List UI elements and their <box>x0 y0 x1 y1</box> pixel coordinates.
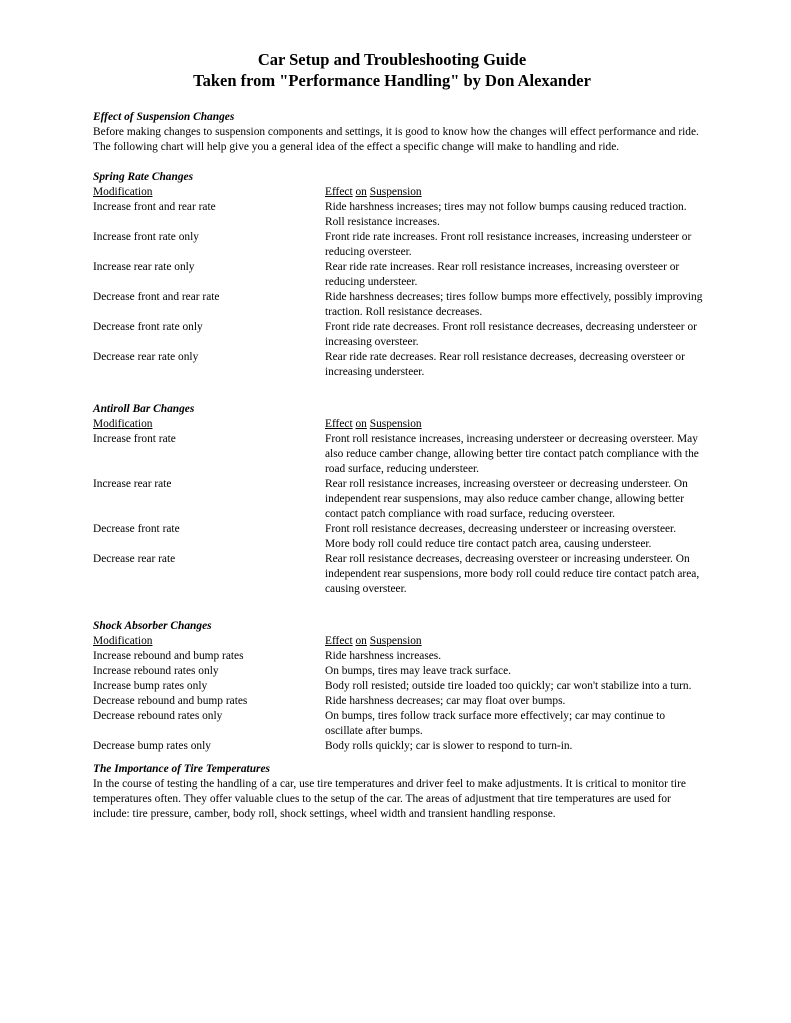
effect-column-label-3: Suspension <box>369 635 422 647</box>
shock-table-header <box>93 634 703 649</box>
modification-cell: Increase front rate only <box>93 231 199 243</box>
tires-section-heading: The Importance of Tire Temperatures <box>93 763 270 775</box>
modification-cell: Decrease rebound and bump rates <box>93 695 248 707</box>
table-row <box>93 649 703 664</box>
effect-cell: Ride harshness increases. <box>325 650 442 662</box>
antiroll-section-heading: Antiroll Bar Changes <box>93 403 195 415</box>
effect-cell: On bumps, tires follow track surface more effectively; car may continue to oscillate after bumps. <box>325 710 666 737</box>
table-row <box>93 477 703 522</box>
modification-column-label: Modification <box>93 418 153 430</box>
modification-cell: Decrease bump rates only <box>93 740 211 752</box>
table-row <box>93 709 703 739</box>
modification-cell: Decrease front and rear rate <box>93 291 220 303</box>
modification-cell: Increase rear rate only <box>93 261 195 273</box>
effect-column-label-1: Effect <box>325 418 353 430</box>
table-row <box>93 522 703 552</box>
effect-cell: Ride harshness decreases; car may float over bumps. <box>325 695 566 707</box>
effect-cell: Rear ride rate decreases. Rear roll resistance decreases, decreasing oversteer or increasing understeer. <box>325 351 685 378</box>
tires-section-body: In the course of testing the handling of a car, use tire temperatures and driver feel to make adjustments. It is critical to monitor tire temperatures often. They offer valuable clues to the setup of the car. The areas of adjustment that tire temperatures are used for include: tire pressure, camber, body roll, shock settings, wheel width and transient handling response. <box>93 778 686 820</box>
title-line-2: Taken from "Performance Handling" by Don Alexander <box>193 71 591 90</box>
document-page <box>93 49 703 822</box>
modification-cell: Increase front rate <box>93 433 176 445</box>
antiroll-table-header <box>93 417 703 432</box>
modification-cell: Increase bump rates only <box>93 680 208 692</box>
modification-column-label: Modification <box>93 186 153 198</box>
table-row <box>93 679 703 694</box>
effect-cell: Rear roll resistance increases, increasing oversteer or decreasing understeer. On independent rear suspensions, may also reduce camber change, allowing better contact patch compliance with road surface, reducing oversteer. <box>325 478 688 520</box>
title-line-1: Car Setup and Troubleshooting Guide <box>257 50 527 69</box>
effect-cell: Body roll resisted; outside tire loaded too quickly; car won't stabilize into a turn. <box>325 680 692 692</box>
table-row <box>93 260 703 290</box>
modification-column-label: Modification <box>93 635 153 647</box>
effect-column-label-3: Suspension <box>369 418 422 430</box>
modification-cell: Increase rebound rates only <box>93 665 219 677</box>
table-row <box>93 664 703 679</box>
document-title <box>93 49 691 91</box>
spring-table-header <box>93 185 703 200</box>
table-row <box>93 432 703 477</box>
table-row <box>93 694 703 709</box>
table-row <box>93 230 703 260</box>
effect-cell: Ride harshness decreases; tires follow bumps more effectively, possibly improving traction. Roll resistance decreases. <box>325 291 703 318</box>
modification-cell: Decrease rebound rates only <box>93 710 223 722</box>
modification-cell: Decrease rear rate <box>93 553 176 565</box>
effect-section-heading: Effect of Suspension Changes <box>93 111 235 123</box>
modification-cell: Decrease front rate <box>93 523 180 535</box>
effect-cell: Rear ride rate increases. Rear roll resistance increases, increasing oversteer or reducing understeer. <box>325 261 680 288</box>
effect-cell: Ride harshness increases; tires may not follow bumps causing reduced traction. Roll resistance increases. <box>325 201 687 228</box>
effect-column-label-1: Effect <box>325 635 353 647</box>
table-row <box>93 200 703 230</box>
modification-cell: Decrease front rate only <box>93 321 203 333</box>
spring-table <box>93 185 703 380</box>
effect-column-label-2: on <box>355 635 367 647</box>
spring-section-heading: Spring Rate Changes <box>93 171 194 183</box>
effect-column-label-1: Effect <box>325 186 353 198</box>
effect-cell: Front roll resistance increases, increasing understeer or decreasing oversteer. May also reduce camber change, allowing better tire contact patch compliance with the road surface, reducing understeer. <box>325 433 699 475</box>
effect-cell: On bumps, tires may leave track surface. <box>325 665 511 677</box>
effect-cell: Front roll resistance decreases, decreasing understeer or increasing oversteer. More body roll could reduce tire contact patch area, causing understeer. <box>325 523 677 550</box>
effect-column-label-2: on <box>355 186 367 198</box>
effect-section-body: Before making changes to suspension components and settings, it is good to know how the changes will effect performance and ride. The following chart will help give you a general idea of the effect a specific change will make to handling and ride. <box>93 126 699 153</box>
effect-column-label-3: Suspension <box>369 186 422 198</box>
modification-cell: Increase rebound and bump rates <box>93 650 244 662</box>
table-row <box>93 290 703 320</box>
effect-column-label-2: on <box>355 418 367 430</box>
effect-cell: Body rolls quickly; car is slower to respond to turn-in. <box>325 740 573 752</box>
modification-cell: Increase rear rate <box>93 478 172 490</box>
modification-cell: Increase front and rear rate <box>93 201 216 213</box>
effect-cell: Front ride rate decreases. Front roll resistance decreases, decreasing understeer or increasing oversteer. <box>325 321 697 348</box>
effect-cell: Rear roll resistance decreases, decreasing oversteer or increasing understeer. On independent rear suspensions, more body roll could reduce tire contact patch area, causing oversteer. <box>325 553 700 595</box>
table-row <box>93 552 703 597</box>
effect-cell: Front ride rate increases. Front roll resistance increases, increasing understeer or reducing oversteer. <box>325 231 692 258</box>
table-row <box>93 320 703 350</box>
table-row <box>93 739 703 754</box>
table-row <box>93 350 703 380</box>
modification-cell: Decrease rear rate only <box>93 351 199 363</box>
shock-table <box>93 634 703 754</box>
antiroll-table <box>93 417 703 597</box>
shock-section-heading: Shock Absorber Changes <box>93 620 212 632</box>
